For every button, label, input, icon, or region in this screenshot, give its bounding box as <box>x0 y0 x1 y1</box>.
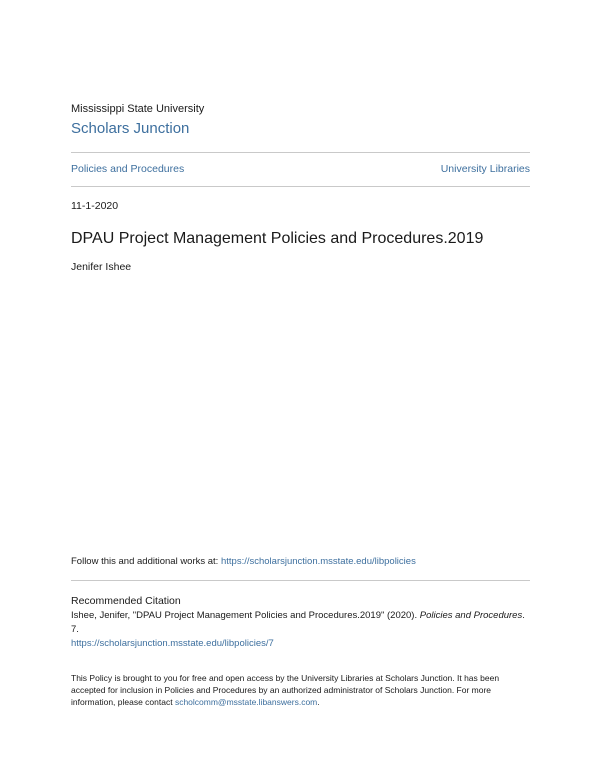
access-statement <box>71 672 530 708</box>
institution-name: Mississippi State University <box>71 103 205 115</box>
divider-citation <box>71 580 530 581</box>
document-title: DPAU Project Management Policies and Procedures.2019 <box>71 230 484 247</box>
author-name: Jenifer Ishee <box>71 261 132 273</box>
cover-page <box>71 0 530 776</box>
citation-end: . 7. <box>71 610 525 635</box>
divider-top <box>71 152 530 153</box>
follow-url-link[interactable]: https://scholarsjunction.msstate.edu/libpolicies <box>220 556 416 567</box>
citation-url-link[interactable]: https://scholarsjunction.msstate.edu/libpolicies/7 <box>71 638 274 649</box>
breadcrumb-nav <box>71 163 530 175</box>
contact-email-link[interactable]: scholcomm@msstate.libanswers.com <box>174 697 318 707</box>
citation-text: Ishee, Jenifer, "DPAU Project Management Policies and Procedures.2019" (2020). <box>71 610 420 621</box>
citation-heading: Recommended Citation <box>71 595 181 607</box>
divider-nav <box>71 186 530 187</box>
access-end: . <box>317 697 320 707</box>
repository-link[interactable]: Scholars Junction <box>71 120 190 137</box>
publication-date: 11-1-2020 <box>71 200 119 212</box>
citation-block <box>71 609 530 651</box>
follow-text: Follow this and additional works at: <box>71 556 221 567</box>
department-link[interactable]: University Libraries <box>440 163 530 175</box>
access-text: This Policy is brought to you for free and open access by the University Libraries at Scholars Junction. It has been accepted for inclusion in Policies and Procedures by an authorized administrator of Scholars Junction. For more information, please contact <box>71 673 500 707</box>
citation-series: Policies and Procedures <box>419 610 523 621</box>
follow-line <box>71 556 530 567</box>
collection-link[interactable]: Policies and Procedures <box>71 163 185 175</box>
